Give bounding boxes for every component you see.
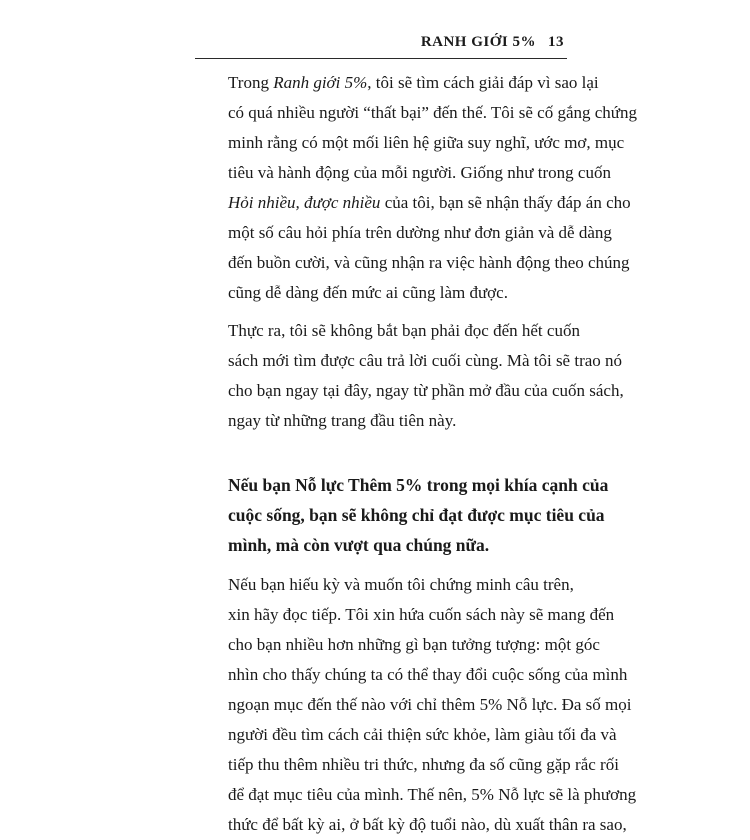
text-line: để đạt mục tiêu của mình. Thế nên, 5% Nỗ lực sẽ là phương — [228, 785, 637, 804]
quote-line: Nếu bạn Nỗ lực Thêm 5% trong mọi khía cạnh của — [228, 475, 609, 495]
quote-line: mình, mà còn vượt qua chúng nữa. — [228, 535, 490, 555]
text-line: cho bạn nhiều hơn những gì bạn tưởng tượng: một góc — [228, 635, 600, 654]
paragraph-3 — [196, 570, 637, 840]
paragraph-1 — [196, 68, 638, 308]
running-header — [421, 34, 564, 51]
quote-line: cuộc sống, bạn sẽ không chỉ đạt được mục tiêu của — [228, 505, 605, 525]
text-line: một số câu hỏi phía trên dường như đơn giản và dễ dàng — [228, 223, 612, 242]
text-line: Hỏi nhiều, được nhiều của tôi, bạn sẽ nhận thấy đáp án cho — [228, 193, 631, 212]
text-line: ngay từ những trang đầu tiên này. — [228, 411, 457, 430]
text-line: xin hãy đọc tiếp. Tôi xin hứa cuốn sách này sẽ mang đến — [228, 605, 615, 624]
text-line: cho bạn ngay tại đây, ngay từ phần mở đầu của cuốn sách, — [228, 381, 624, 400]
text-line: cũng dễ dàng đến mức ai cũng làm được. — [228, 283, 508, 302]
header-rule — [195, 58, 567, 59]
text-line: người đều tìm cách cải thiện sức khỏe, làm giàu tối đa và — [228, 725, 617, 744]
text-line: nhìn cho thấy chúng ta có thể thay đổi cuộc sống của mình — [228, 665, 628, 684]
text-line: đến buồn cười, và cũng nhận ra việc hành động theo chúng — [228, 253, 630, 272]
text-line: Trong Ranh giới 5%, tôi sẽ tìm cách giải đáp vì sao lại — [228, 73, 599, 92]
text-line: sách mới tìm được câu trả lời cuối cùng. Mà tôi sẽ trao nó — [228, 351, 623, 370]
page-body — [196, 68, 638, 840]
text-line: tiêu và hành động của mỗi người. Giống như trong cuốn — [228, 163, 611, 182]
book-title-italic: Ranh giới 5% — [273, 73, 368, 92]
paragraph-2 — [196, 316, 624, 436]
text-line: có quá nhiều người “thất bại” đến thế. Tôi sẽ cố gắng chứng — [228, 103, 638, 122]
text-line: ngoạn mục đến thế nào với chỉ thêm 5% Nỗ lực. Đa số mọi — [228, 695, 632, 714]
text-line: minh rằng có một mối liên hệ giữa suy nghĩ, ước mơ, mục — [228, 133, 625, 152]
bold-pull-quote — [196, 470, 609, 560]
running-title: RANH GIỚI 5% — [420, 34, 536, 50]
book-title-italic: Hỏi nhiều, được nhiều — [228, 193, 381, 212]
text-line: Nếu bạn hiếu kỳ và muốn tôi chứng minh câu trên, — [228, 575, 574, 594]
page-number: 13 — [548, 34, 564, 50]
text-line: tiếp thu thêm nhiều tri thức, nhưng đa số cũng gặp rắc rối — [228, 755, 619, 774]
text-line: Thực ra, tôi sẽ không bắt bạn phải đọc đến hết cuốn — [228, 321, 580, 340]
text-line: thức để bất kỳ ai, ở bất kỳ độ tuổi nào, dù xuất thân ra sao, — [228, 815, 627, 834]
